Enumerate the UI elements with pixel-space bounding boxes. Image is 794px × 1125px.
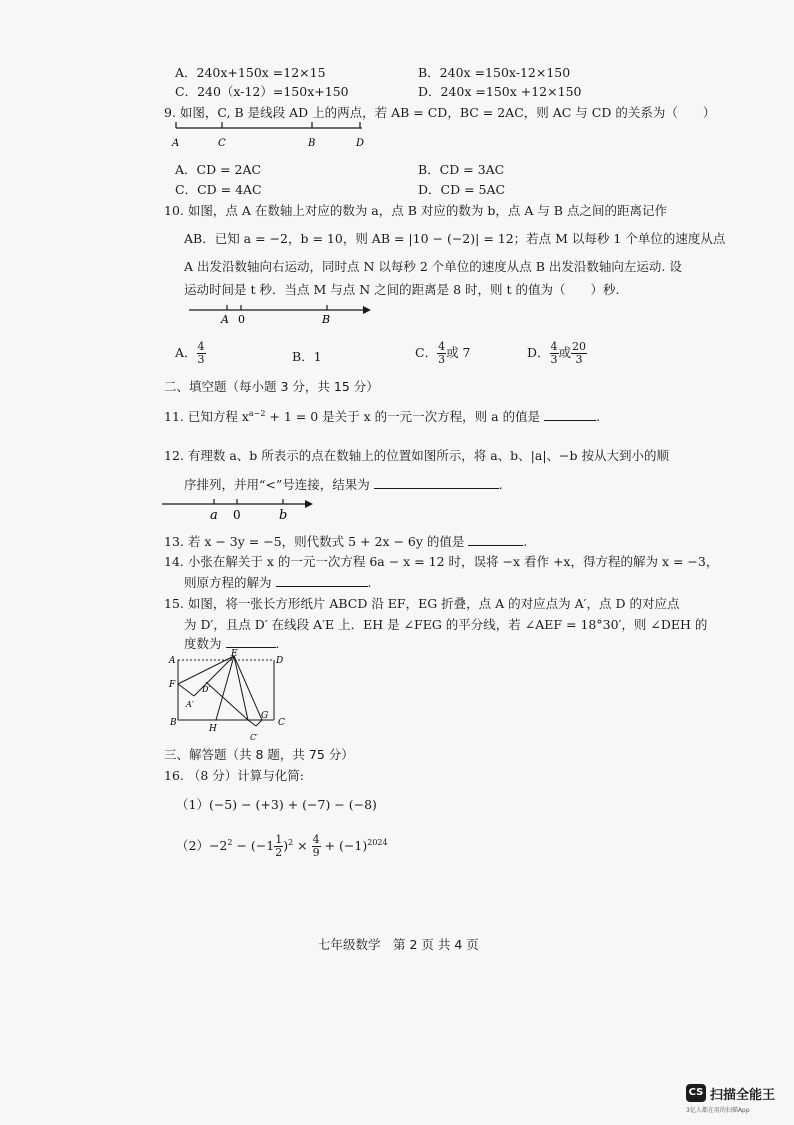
camscanner-logo-icon: CS bbox=[686, 1084, 706, 1102]
q12-number-line bbox=[158, 496, 318, 524]
q15-fig-label-e: E bbox=[231, 649, 238, 659]
q8-option-b: B．240x =150x-12×150 bbox=[418, 65, 571, 80]
q9-segment-figure bbox=[170, 120, 370, 152]
q15-fig-label-f: F bbox=[169, 680, 176, 690]
q9-option-d: D．CD = 5AC bbox=[418, 182, 506, 197]
section-2-heading: 二、填空题（每小题 3 分，共 15 分） bbox=[164, 379, 379, 394]
q9-option-a: A．CD = 2AC bbox=[175, 162, 262, 177]
q16-part-2: $(2)-2^2 - (-1$ $\frac{1}{2}$ )$^2$ × $\frac{4}{9}$ + $(-1)^{2024}$ bbox=[176, 833, 388, 859]
q15-line-3: 度数为 . bbox=[184, 636, 280, 651]
q14-line-2: 则原方程的解为 . bbox=[184, 575, 372, 590]
q15-fig-label-c-prime: C′ bbox=[250, 733, 258, 742]
q9-stem: 9. 如图，C, B 是线段 AD 上的两点，若 AB = CD，BC = 2AC，则 AC 与 CD 的关系为（ ） bbox=[164, 105, 716, 120]
q15-fig-label-h: H bbox=[209, 724, 217, 734]
camscanner-logo-tagline: 3亿人都在用的扫描App bbox=[686, 1107, 750, 1114]
q10-line-1: 10. 如图，点 A 在数轴上对应的数为 a，点 B 对应的数为 b，点 A 与 B 点之间的距离记作 bbox=[164, 203, 667, 218]
q16-stem: 16. （8 分）计算与化简: bbox=[164, 768, 304, 783]
page-footer: 七年级数学 第 2 页 共 4 页 bbox=[318, 937, 479, 952]
q15-line-2: 为 D′，且点 D′ 在线段 A′E 上．EH 是 ∠FEG 的平分线，若 ∠AEF = 18°30′，则 ∠DEH 的 bbox=[184, 617, 708, 632]
q12-line-1: 12. 有理数 a、b 所表示的点在数轴上的位置如图所示，将 a、b、|a|、−b 按从大到小的顺 bbox=[164, 448, 670, 463]
q10-line-3: A 出发沿数轴向右运动，同时点 N 以每秒 2 个单位的速度从点 B 出发沿数轴向左运动. 设 bbox=[184, 259, 682, 274]
q14-line-1: 14. 小张在解关于 x 的一元一次方程 6a − x = 12 时，误将 −x 看作 +x，得方程的解为 x = −3， bbox=[164, 554, 719, 569]
q10-line-2: AB．已知 a = −2，b = 10，则 AB = |10 − (−2)| = 12；若点 M 以每秒 1 个单位的速度从点 bbox=[184, 231, 726, 246]
q10-option-b: B．1 bbox=[292, 349, 322, 364]
q10-axis-label-a: A bbox=[221, 313, 229, 326]
q15-fig-label-a: A bbox=[169, 656, 176, 666]
section-3-heading: 三、解答题（共 8 题，共 75 分） bbox=[164, 747, 354, 762]
q14-answer-blank[interactable] bbox=[276, 586, 368, 587]
q11-text: 11. 已知方程 $x^{a-2} + 1 = 0$ 是关于 x 的一元一次方程，则 a 的值是 . bbox=[164, 408, 601, 424]
q15-fig-label-b: B bbox=[170, 718, 177, 728]
q10-axis-label-b: B bbox=[322, 313, 331, 326]
q12-answer-blank[interactable] bbox=[374, 488, 499, 489]
q8-option-c: C．240（x-12）=150x+150 bbox=[175, 84, 349, 99]
camscanner-logo-name: 扫描全能王 bbox=[710, 1088, 776, 1103]
q15-fig-label-a-prime: A′ bbox=[186, 700, 194, 709]
q16-part-1: （1）(−5) − (+3) + (−7) − (−8) bbox=[176, 797, 377, 812]
q15-fig-label-d-prime: D′ bbox=[202, 685, 211, 694]
q9-option-b: B．CD = 3AC bbox=[418, 162, 505, 177]
q9-label-c: C bbox=[218, 138, 226, 149]
q10-option-c: C． $\frac{4}{3}$ 或 7 bbox=[415, 340, 471, 366]
q12-axis-label-a: a bbox=[210, 508, 218, 523]
q9-label-b: B bbox=[308, 138, 316, 149]
q10-line-4: 运动时间是 t 秒．当点 M 与点 N 之间的距离是 8 时，则 t 的值为（ ）秒. bbox=[184, 282, 620, 297]
q13-text: 13. 若 x − 3y = −5，则代数式 5 + 2x − 6y 的值是 . bbox=[164, 534, 528, 549]
q12-axis-label-0: 0 bbox=[233, 508, 241, 522]
q15-fig-label-c: C bbox=[278, 718, 285, 728]
q15-folded-rectangle-figure bbox=[166, 648, 296, 744]
q8-option-a: A．240x+150x =12×15 bbox=[175, 65, 326, 80]
q12-axis-label-b: b bbox=[279, 508, 288, 523]
q12-line-2: 序排列，并用“<”号连接，结果为 . bbox=[184, 477, 503, 492]
q11-answer-blank[interactable] bbox=[544, 420, 596, 421]
q10-axis-label-0: 0 bbox=[238, 313, 245, 326]
q10-number-line bbox=[185, 300, 375, 326]
q13-answer-blank[interactable] bbox=[468, 545, 523, 546]
q9-option-c: C．CD = 4AC bbox=[175, 182, 262, 197]
q8-option-d: D．240x =150x +12×150 bbox=[418, 84, 582, 99]
q9-label-d: D bbox=[356, 138, 365, 149]
q15-line-1: 15. 如图，将一张长方形纸片 ABCD 沿 EF，EG 折叠，点 A 的对应点为 A′，点 D 的对应点 bbox=[164, 596, 680, 611]
q10-option-d: D． $\frac{4}{3}$ 或 $\frac{20}{3}$ bbox=[527, 340, 587, 366]
q9-label-a: A bbox=[172, 138, 180, 149]
q15-fig-label-g: G bbox=[261, 711, 269, 721]
q10-option-a: A． $\frac{4}{3}$ bbox=[175, 340, 205, 366]
q15-fig-label-d: D bbox=[276, 656, 284, 666]
